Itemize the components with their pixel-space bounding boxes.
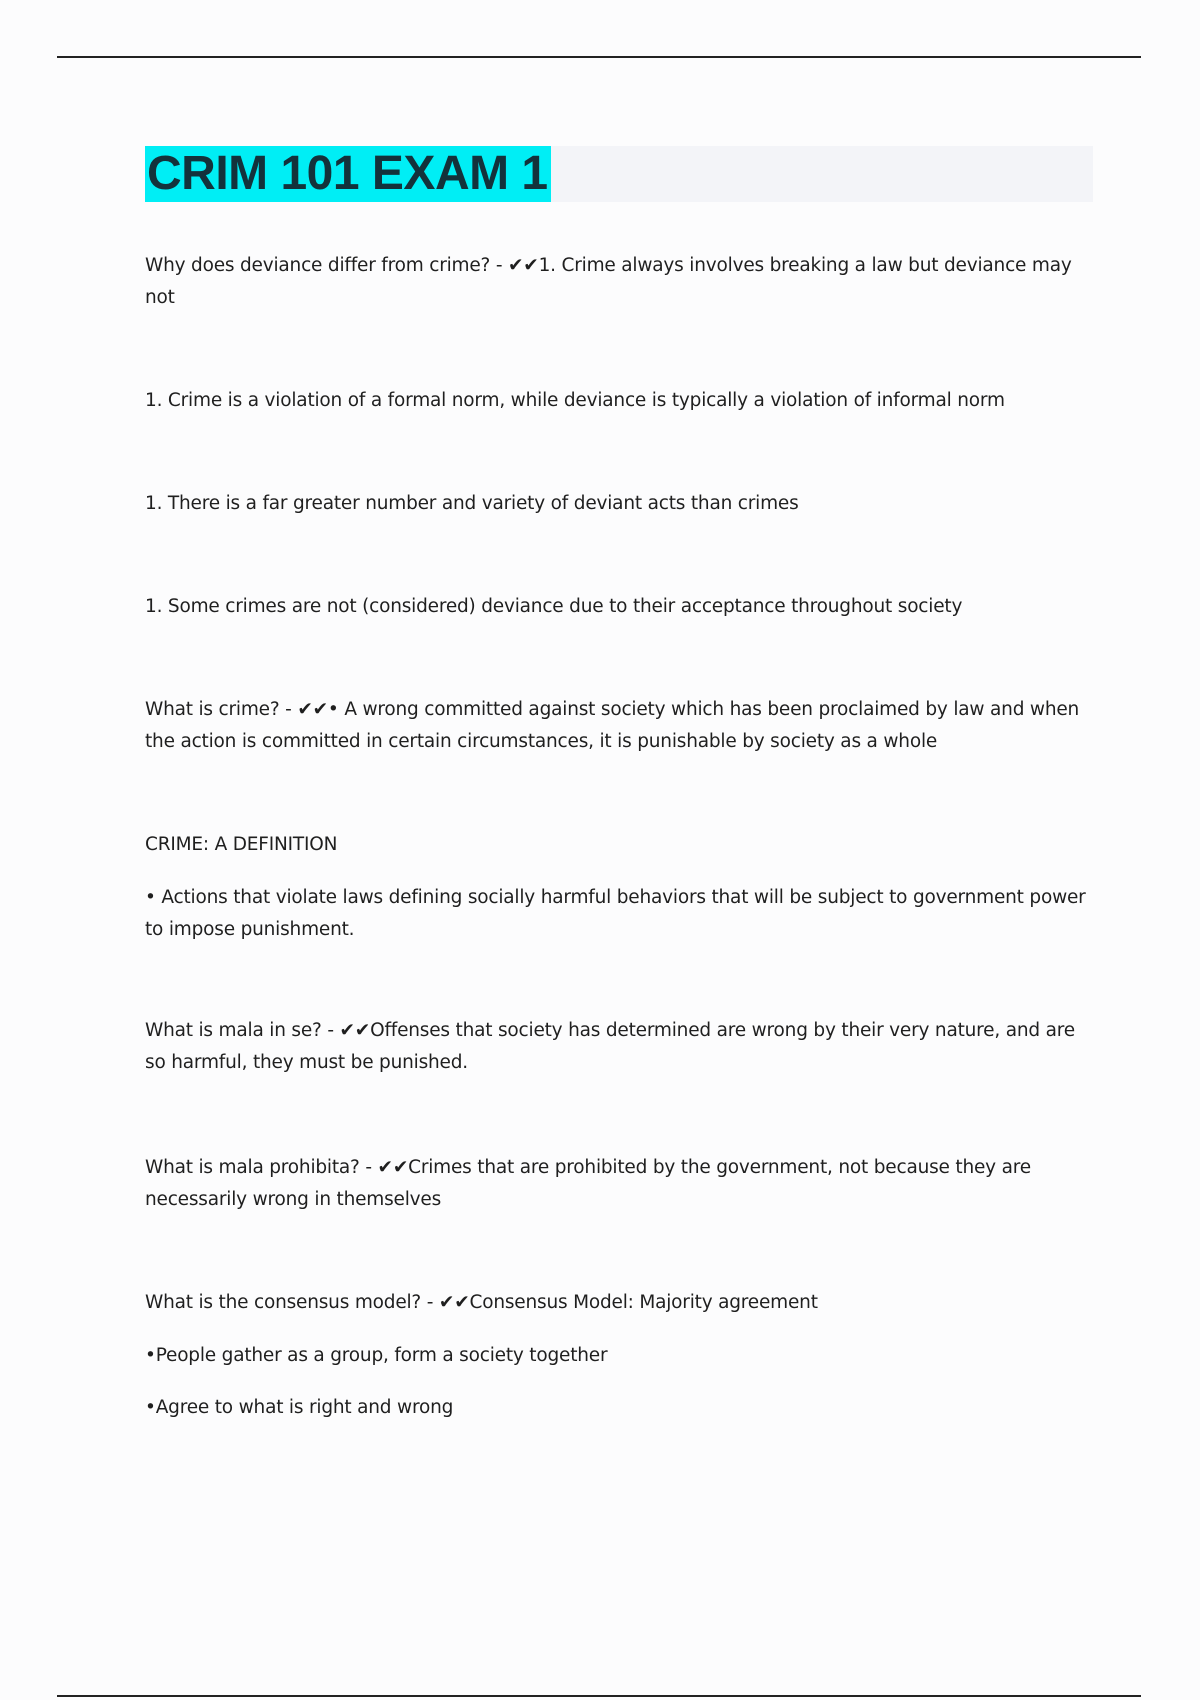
footer-rule — [57, 1695, 1141, 1697]
paragraph-consensus-model: What is the consensus model? - ✔✔Consensus Model: Majority agreement — [145, 1292, 818, 1313]
paragraph-crime-definition: • Actions that violate laws defining socially harmful behaviors that will be subject to government power to impose punishment. — [145, 887, 1086, 940]
paragraph-formal-norm: 1. Crime is a violation of a formal norm, while deviance is typically a violation of informal norm — [145, 390, 1005, 411]
header-rule — [57, 56, 1141, 58]
paragraph-deviance-question: Why does deviance differ from crime? - ✔✔1. Crime always involves breaking a law but deviance may not — [145, 255, 1072, 308]
paragraph-people-gather: •People gather as a group, form a society together — [145, 1345, 608, 1366]
paragraph-acceptance: 1. Some crimes are not (considered) deviance due to their acceptance throughout society — [145, 596, 963, 617]
page-title: CRIM 101 EXAM 1 — [145, 146, 551, 202]
paragraph-mala-prohibita: What is mala prohibita? - ✔✔Crimes that are prohibited by the government, not because they are necessarily wrong in themselves — [145, 1157, 1031, 1210]
paragraph-what-is-crime: What is crime? - ✔✔• A wrong committed against society which has been proclaimed by law and when the action is committed in certain circumstances, it is punishable by society as a whole — [145, 699, 1080, 752]
paragraph-crime-definition-heading: CRIME: A DEFINITION — [145, 834, 338, 855]
paragraph-deviant-acts: 1. There is a far greater number and variety of deviant acts than crimes — [145, 493, 799, 514]
paragraph-mala-in-se: What is mala in se? - ✔✔Offenses that society has determined are wrong by their very nature, and are so harmful, they must be punished. — [145, 1020, 1075, 1073]
paragraph-agree-right-wrong: •Agree to what is right and wrong — [145, 1397, 454, 1418]
